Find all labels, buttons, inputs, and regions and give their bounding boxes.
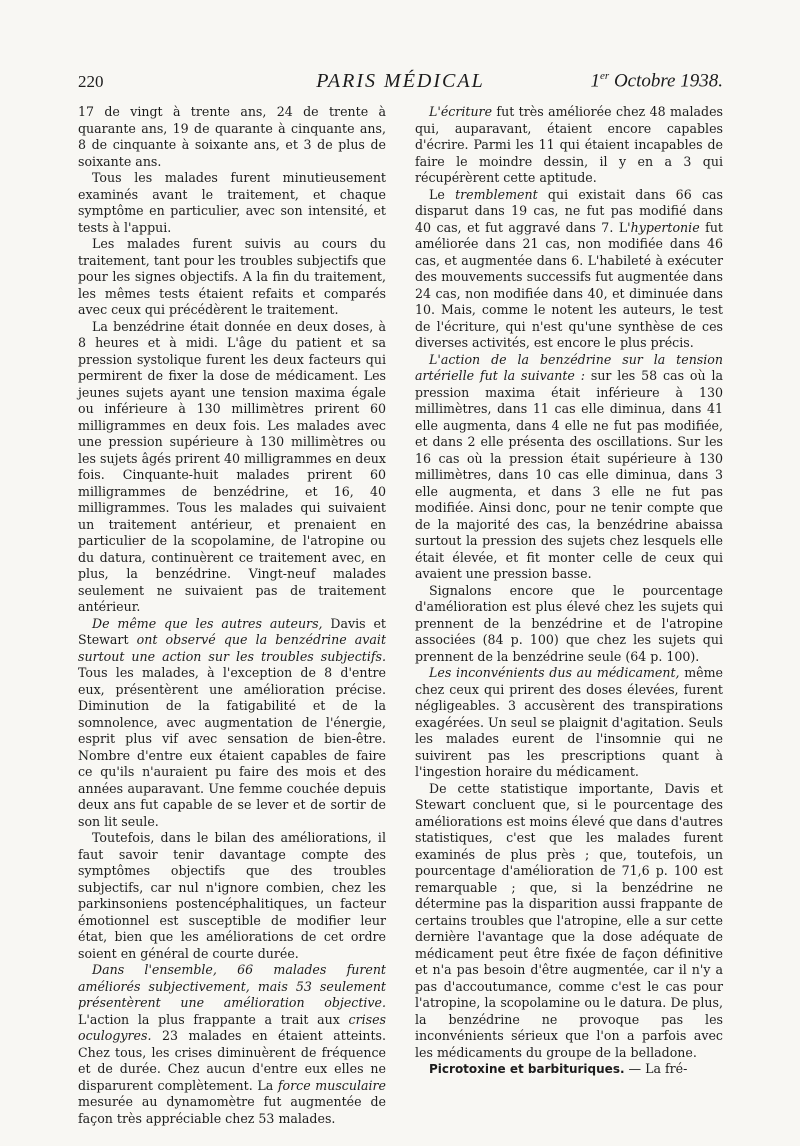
paragraph: Les malades furent suivis au cours du traitement, tant pour les troubles subjectifs que pour les signes objectifs. A la fin du traitement, les mêmes tests étaient refaits et comparés avec ceux qui précédèrent le traitement. [78, 236, 386, 317]
paragraph: Les inconvénients dus au médicament, même chez ceux qui prirent des doses élevées, furent négligeables. 3 accusèrent des transpirations exagérées. Un seul se plaignit d'agitation. Seuls les malades eurent de l'insomnie qui ne suivirent pas les prescriptions quant à l'ingestion horaire du médicament. [415, 665, 723, 779]
paragraph: Signalons encore que le pourcentage d'amélioration est plus élevé chez les sujets qui prennent de la benzédrine et de l'atropine associées (84 p. 100) que chez les sujets qui prennent de la benzédrine seule (64 p. 100). [415, 582, 723, 664]
issue-date: 1er Octobre 1938. [590, 70, 723, 92]
left-column [78, 104, 386, 1127]
right-column [415, 104, 723, 1078]
paragraph: Dans l'ensemble, 66 malades furent améliorés subjectivement, mais 53 seulement présentèrent une amélioration objective. L'action la plus frappante a trait aux crises oculogyres. 23 malades en étaient atteints. Chez tous, les crises diminuèrent de fréquence et de durée. Chez aucun d'entre eux elles ne disparurent complètement. La force musculaire mesurée au dynamomètre fut augmentée de façon très appréciable chez 53 malades. [78, 962, 386, 1126]
page-header [78, 70, 723, 96]
section-heading: Picrotoxine et barbituriques. — La fré- [429, 1061, 688, 1076]
paragraph: L'écriture fut très améliorée chez 48 malades qui, auparavant, étaient encore capables d'écrire. Parmi les 11 qui étaient incapables de faire le moindre dessin, il y en a 3 qui récupérèrent cette aptitude. [415, 104, 723, 185]
paragraph: Tous les malades furent minutieusement examinés avant le traitement, et chaque symptôme en particulier, avec son intensité, et tests à l'appui. [78, 170, 386, 235]
paragraph: 17 de vingt à trente ans, 24 de trente à quarante ans, 19 de quarante à cinquante ans, 8 de cinquante à soixante ans, et 3 de plus de soixante ans. [78, 104, 386, 169]
paragraph: L'action de la benzédrine sur la tension artérielle fut la suivante : sur les 58 cas où la pression maxima était inférieure à 130 millimètres, dans 11 cas elle diminua, dans 41 elle augmenta, dans 4 elle ne fut pas modifiée, et dans 2 elle présenta des oscillations. Sur les 16 cas où la pression était supérieure à 130 millimètres, dans 10 cas elle diminua, dans 3 elle augmenta, et dans 3 elle ne fut pas modifiée. Ainsi donc, pour ne tenir compte que de la majorité des cas, la benzédrine abaissa surtout la pression des sujets chez lesquels elle était élevée, et fit monter celle de ceux qui avaient une pression basse. [415, 351, 723, 581]
paragraph: La benzédrine était donnée en deux doses, à 8 heures et à midi. L'âge du patient et sa pression systolique furent les deux facteurs qui permirent de fixer la dose de médicament. Les jeunes sujets ayant une tension maxima égale ou inférieure à 130 millimètres prirent 60 milligrammes en deux fois. Les malades avec une pression supérieure à 130 millimètres ou les sujets âgés prirent 40 milligrammes en deux fois. Cinquante-huit malades prirent 60 milligrammes de benzédrine, et 16, 40 milligrammes. Tous les malades qui suivaient un traitement antérieur, et prenaient en particulier de la scopolamine, de l'atropine ou du datura, continuèrent ce traitement avec, en plus, la benzédrine. Vingt-neuf malades seulement ne suivaient pas de traitement antérieur. [78, 318, 386, 614]
running-title: PARIS MÉDICAL [316, 70, 485, 92]
paragraph: De même que les autres auteurs, Davis et Stewart ont observé que la benzédrine avait surtout une action sur les troubles subjectifs. Tous les malades, à l'exception de 8 d'entre eux, présentèrent une amélioration précise. Diminution de la fatigabilité et de la somnolence, avec augmentation de l'énergie, esprit plus vif avec sensation de bien-être. Nombre d'entre eux étaient capables de faire ce qu'ils n'auraient pu faire des mois et des années auparavant. Une femme couchée depuis deux ans fut capable de se lever et de sortir de son lit seule. [78, 615, 387, 829]
paragraph: De cette statistique importante, Davis et Stewart concluent que, si le pourcentage des améliorations est moins élevé que dans d'autres statistiques, c'est que les malades furent examinés de plus près ; que, toutefois, un pourcentage d'amélioration de 71,6 p. 100 est remarquable ; que, si la benzédrine ne détermine pas la disparition aussi frappante de certains troubles que l'atropine, elle a sur cette dernière l'avantage que la dose adéquate de médicament peut être fixée de façon définitive et n'a pas besoin d'être augmentée, car il n'y a pas d'accoutumance, comme c'est le cas pour l'atropine, la scopolamine ou le datura. De plus, la benzédrine ne provoque pas les inconvénients sérieux que l'on a parfois avec les médicaments du groupe de la belladone. [415, 780, 723, 1060]
page-number: 220 [78, 72, 104, 91]
paragraph: Toutefois, dans le bilan des améliorations, il faut savoir tenir davantage compte des symptômes objectifs que des troubles subjectifs, car nul n'ignore combien, chez les parkinsoniens postencéphalitiques, un facteur émotionnel est susceptible de modifier leur état, bien que les améliorations de cet ordre soient en général de courte durée. [78, 830, 386, 961]
paragraph: Le tremblement qui existait dans 66 cas disparut dans 19 cas, ne fut pas modifié dans 40 cas, et fut aggravé dans 7. L'hypertonie fut améliorée dans 21 cas, non modifiée dans 46 cas, et augmentée dans 6. L'habileté à exécuter des mouvements successifs fut augmentée dans 24 cas, non modifiée dans 40, et diminuée dans 10. Mais, comme le notent les auteurs, le test de l'écriture, qui n'est qu'une synthèse de ces diverses activités, est encore le plus précis. [415, 186, 723, 350]
